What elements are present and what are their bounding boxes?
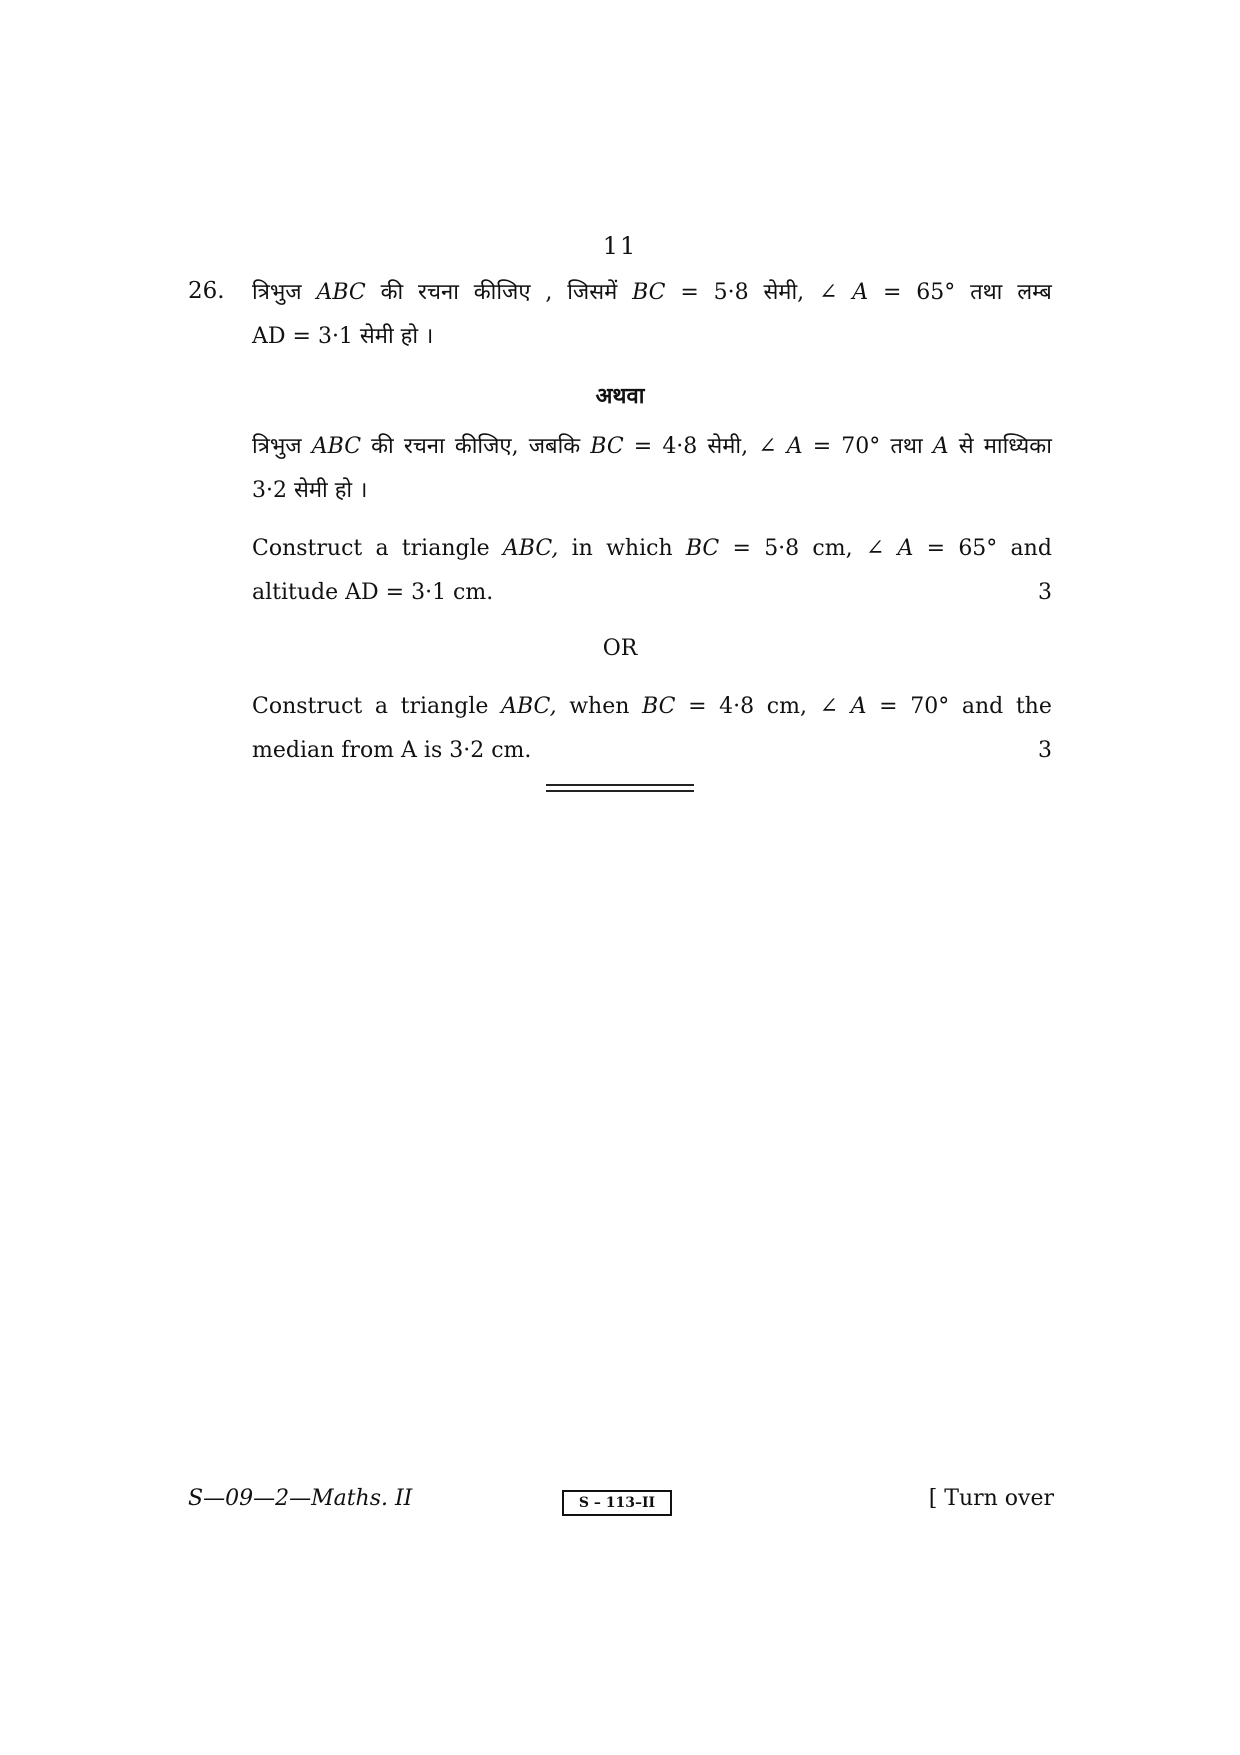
english-question-line-1 (252, 532, 1052, 566)
word: की (380, 280, 404, 305)
word: ∠ (865, 536, 885, 561)
word: 70° (910, 694, 950, 719)
word: ∠ (819, 280, 838, 305)
word: = (882, 280, 902, 305)
word: when (569, 694, 630, 719)
word: BC (685, 536, 720, 561)
word: 4·8 (719, 694, 755, 719)
english-question-line-2: altitude AD = 3·1 cm. (252, 580, 494, 605)
word: A (932, 434, 949, 459)
word: = (879, 694, 898, 719)
word: की (371, 434, 394, 459)
marks-label: 3 (1038, 738, 1052, 763)
word: Construct (252, 536, 363, 561)
word: A (897, 536, 914, 561)
word: , (545, 280, 553, 305)
word: त्रिभुज (252, 280, 302, 305)
word: a (375, 536, 389, 561)
word: ∠ (758, 434, 777, 459)
word: = (688, 694, 707, 719)
word: कीजिए (473, 280, 531, 305)
end-rule-bottom (546, 790, 694, 792)
hindi-question-line-1 (252, 276, 1052, 310)
word: लम्ब (1017, 280, 1052, 305)
word: कीजिए, (454, 434, 519, 459)
english-alternative-line-2-row (252, 734, 1052, 768)
word: and (1010, 536, 1052, 561)
english-question-line-2-row (252, 576, 1052, 610)
word: Construct (252, 694, 363, 719)
word: ABC, (501, 694, 557, 719)
word: 5·8 (764, 536, 800, 561)
word: से (958, 434, 974, 459)
word: सेमी, (763, 280, 805, 305)
page-number: 11 (602, 232, 638, 260)
word: 65° (916, 280, 956, 305)
word: BC (590, 434, 624, 459)
word: 65° (958, 536, 998, 561)
hindi-or-separator: अथवा (595, 383, 645, 409)
word: A (850, 694, 867, 719)
question-number: 26. (188, 278, 225, 304)
hindi-alternative-line-1 (252, 430, 1052, 464)
word: triangle (401, 536, 490, 561)
footer-paper-code: S—09—2—Maths. II (188, 1486, 413, 1511)
word: = (812, 434, 832, 459)
footer-box-code: S – 113–II (562, 1490, 672, 1516)
word: सेमी, (707, 434, 749, 459)
word: the (1015, 694, 1052, 719)
marks-label: 3 (1038, 580, 1052, 605)
hindi-question-line-2: AD = 3·1 सेमी हो । (252, 324, 434, 349)
word: रचना (418, 280, 459, 305)
word: = (732, 536, 751, 561)
word: cm, (766, 694, 807, 719)
hindi-alternative-line-2: 3·2 सेमी हो । (252, 478, 368, 503)
word: and (961, 694, 1004, 719)
word: cm, (812, 536, 853, 561)
word: ABC (316, 280, 366, 305)
word: which (606, 536, 673, 561)
word: जिसमें (567, 280, 618, 305)
word: = (680, 280, 699, 305)
word: = (926, 536, 946, 561)
word: ∠ (819, 694, 839, 719)
word: 4·8 (662, 434, 698, 459)
word: रचना (403, 434, 445, 459)
footer-turn-over: [ Turn over (928, 1486, 1054, 1511)
word: ABC (311, 434, 362, 459)
word: A (786, 434, 803, 459)
word: माध्यिका (983, 434, 1052, 459)
word: तथा (890, 434, 923, 459)
word: 5·8 (713, 280, 749, 305)
word: BC (632, 280, 666, 305)
word: BC (642, 694, 676, 719)
word: = (633, 434, 653, 459)
word: ABC, (502, 536, 559, 561)
word: 70° (841, 434, 881, 459)
end-rule-top (546, 784, 694, 786)
word: त्रिभुज (252, 434, 302, 459)
word: तथा (970, 280, 1003, 305)
word: in (571, 536, 593, 561)
word: A (852, 280, 869, 305)
english-alternative-line-1 (252, 690, 1052, 724)
english-alternative-line-2: median from A is 3·2 cm. (252, 738, 532, 763)
word: जबकि (528, 434, 581, 459)
english-or-separator: OR (602, 636, 638, 661)
word: triangle (400, 694, 489, 719)
word: a (374, 694, 388, 719)
